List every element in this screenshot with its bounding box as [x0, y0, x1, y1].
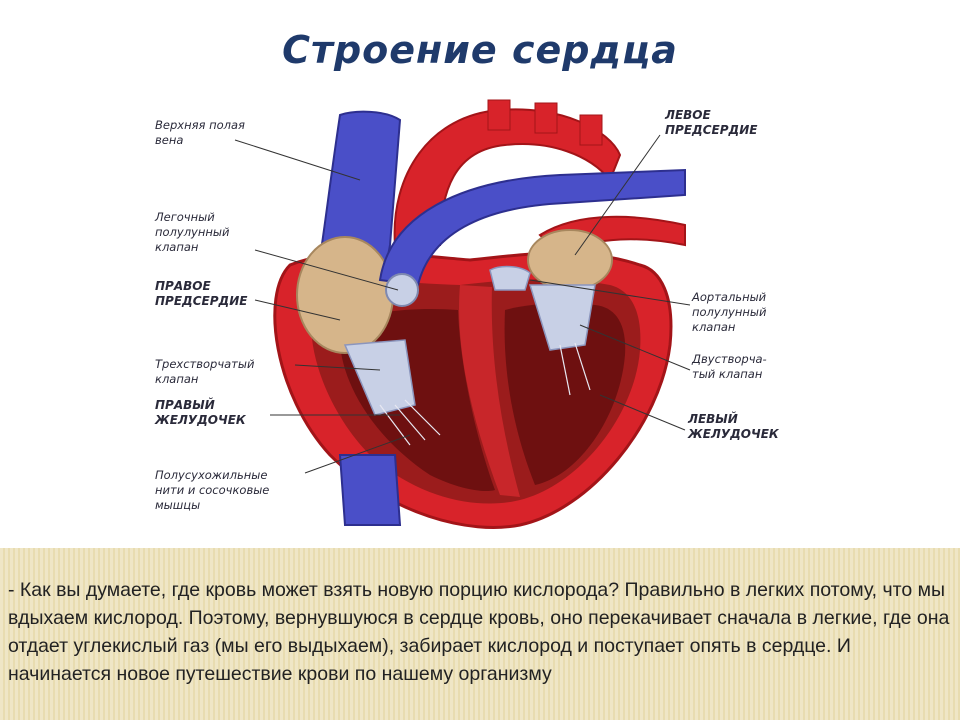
- right-atrium: [297, 237, 393, 353]
- pulmonary-valve: [386, 274, 418, 306]
- label-left-ventricle: ЛЕВЫЙ ЖЕЛУДОЧЕК: [688, 412, 779, 441]
- body-text: - Как вы думаете, где кровь может взять новую порцию кислорода? Правильно в легких потому, что мы вдыхаем кислород. Поэтому, вернувшуюся в сердце кровь, оно перекачивает сначала в легкие, где она отдает углекислый газ (мы его выдыхаем), забирает кислород и поступает опять в сердце. И начинается новое путешествие крови по нашему организму: [8, 579, 950, 685]
- label-chordae: Полусухожильные нити и сосочковые мышцы: [155, 468, 270, 512]
- label-tricuspid-valve: Трехстворчатый клапан: [155, 357, 255, 386]
- label-pulmonary-valve: Легочный полулунный клапан: [155, 210, 230, 254]
- slide-title: Строение сердца: [282, 28, 678, 72]
- label-left-atrium: ЛЕВОЕ ПРЕДСЕРДИЕ: [665, 108, 758, 137]
- inferior-vena-cava: [340, 455, 400, 525]
- label-right-atrium: ПРАВОЕ ПРЕДСЕРДИЕ: [155, 279, 248, 308]
- left-atrium: [528, 230, 612, 290]
- aorta-branch-3: [580, 115, 602, 145]
- aorta-branch-1: [488, 100, 510, 130]
- aortic-valve: [490, 267, 530, 290]
- aorta-branch-2: [535, 103, 557, 133]
- label-aortic-valve: Аортальный полулунный клапан: [692, 290, 767, 334]
- label-right-ventricle: ПРАВЫЙ ЖЕЛУДОЧЕК: [155, 398, 246, 427]
- label-superior-vena-cava: Верхняя полая вена: [155, 118, 245, 147]
- label-mitral-valve: Двустворча- тый клапан: [692, 352, 767, 381]
